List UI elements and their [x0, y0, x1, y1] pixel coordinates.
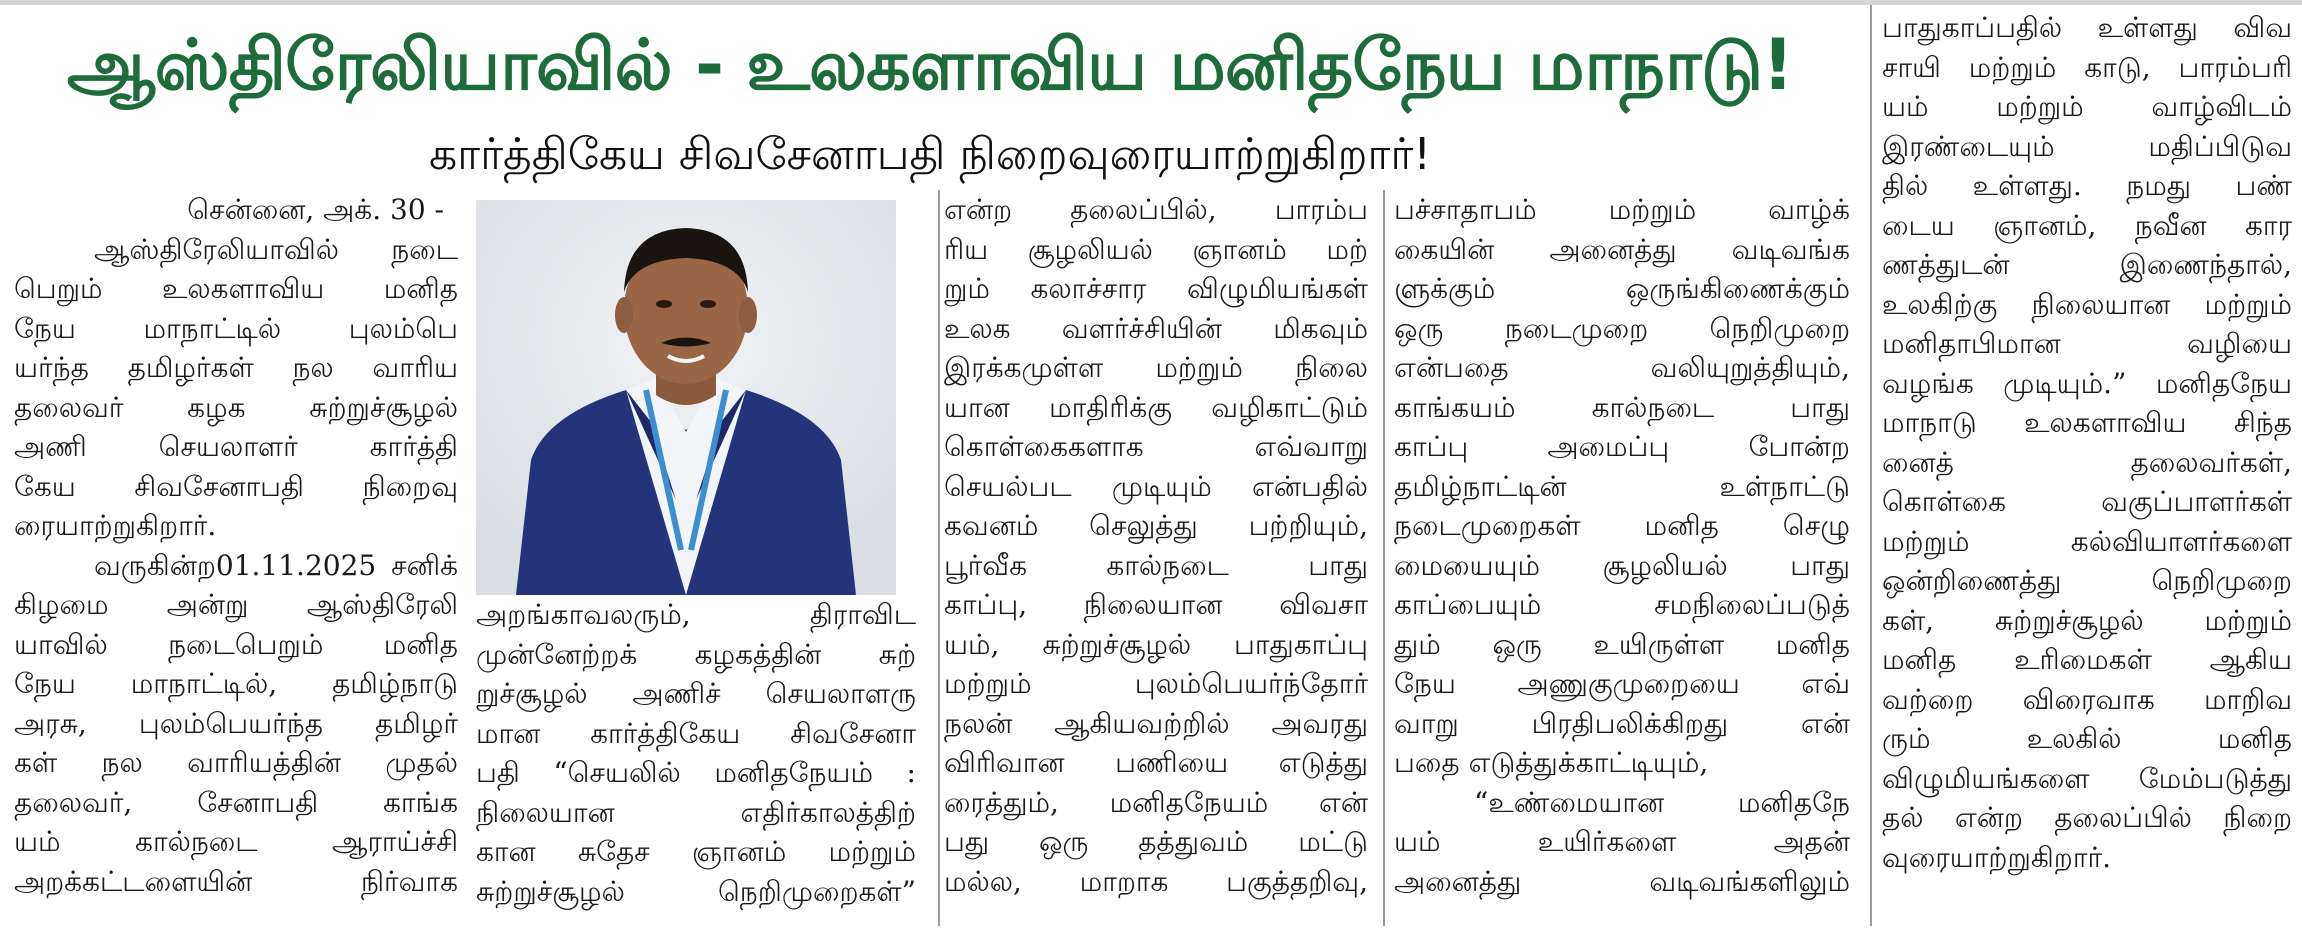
text-line: பெறும் உலகளாவிய மனித: [14, 272, 458, 305]
text-line: “உண்மையான மனிதநே: [1474, 785, 1850, 819]
text-line: மான கார்த்திகேய சிவசேனா: [476, 716, 916, 750]
text-line: யம் உயிர்களை அதன்: [1394, 825, 1850, 858]
article-column-4: [1394, 190, 1850, 925]
text-line: நேய மாநாட்டில் புலம்பெ: [14, 311, 458, 345]
text-line: காப்பு அமைப்பு போன்ற: [1394, 430, 1850, 463]
text-line: கிழமை அன்று ஆஸ்திரேலி: [14, 588, 458, 621]
text-line: பது ஒரு தத்துவம் மட்டு: [944, 825, 1368, 858]
text-line: ரும் உலகில் மனித: [1882, 722, 2292, 755]
text-line: பதி “செயலில் மனிதநேயம் :: [476, 756, 916, 789]
text-line: கொள்கை வகுப்பாளர்கள்: [1882, 485, 2292, 518]
column-divider: [1870, 5, 1872, 926]
text-line: அணி செயலாளர் கார்த்தி: [14, 430, 458, 463]
text-line: உலகிற்கு நிலையான மற்றும்: [1882, 287, 2292, 321]
article-column-2: [476, 595, 916, 925]
text-line: தும் ஒரு உயிருள்ள மனித: [1394, 627, 1850, 661]
column-divider: [1383, 190, 1385, 926]
portrait-photo: [476, 200, 896, 595]
text-line: விழுமியங்களை மேம்படுத்து: [1882, 761, 2292, 795]
text-line: பாதுகாப்பதில் உள்ளது விவ: [1882, 11, 2292, 44]
text-line: மற்றும் கல்வியாளர்களை: [1882, 524, 2292, 558]
text-line: கையின் அனைத்து வடிவங்க: [1394, 232, 1850, 266]
text-line: காப்பையும் சமநிலைப்படுத்: [1394, 588, 1850, 621]
text-line: ஒன்றிணைத்து நெறிமுறை: [1882, 564, 2292, 597]
text-line: ரையாற்றுகிறார்.: [14, 509, 217, 542]
text-line: ரிய சூழலியல் ஞானம் மற்: [944, 232, 1368, 266]
text-line: நிலையான எதிர்காலத்திற்: [476, 795, 916, 829]
text-line: ணத்துடன் இணைந்தால்,: [1882, 248, 2292, 281]
text-line: வுரையாற்றுகிறார்.: [1882, 840, 2112, 874]
text-line: ஒரு நடைமுறை நெறிமுறை: [1394, 311, 1850, 345]
text-line: ளுக்கும் ஒருங்கிணைக்கும்: [1394, 272, 1850, 305]
text-line: வருகின்ற01.11.2025 சனிக்: [94, 548, 458, 582]
text-line: யாவில் நடைபெறும் மனித: [14, 627, 458, 661]
text-line: கள் நல வாரியத்தின் முதல்: [14, 746, 458, 779]
text-line: யர்ந்த தமிழர்கள் நல வாரிய: [14, 351, 458, 384]
text-line: ரைத்தும், மனிதநேயம் என்: [944, 785, 1368, 819]
text-line: சுற்றுச்சூழல் நெறிமுறைகள்”: [476, 874, 916, 908]
text-line: வற்றை விரைவாக மாறிவ: [1882, 682, 2292, 716]
text-line: இரண்டையும் மதிப்பிடுவ: [1882, 129, 2292, 163]
text-line: யான மாதிரிக்கு வழிகாட்டும்: [944, 390, 1368, 424]
headline: ஆஸ்திரேலியாவில் - உலகளாவிய மனிதநேய மாநாடு!: [67, 24, 1793, 106]
text-line: தலைவர், சேனாபதி காங்க: [14, 785, 458, 819]
text-line: காப்பு, நிலையான விவசா: [944, 588, 1368, 621]
text-line: கேய சிவசேனாபதி நிறைவு: [14, 469, 458, 503]
text-line: யம், சுற்றுச்சூழல் பாதுகாப்பு: [944, 627, 1368, 661]
text-line: கள், சுற்றுச்சூழல் மற்றும்: [1882, 603, 2292, 637]
top-rule: [0, 0, 2302, 5]
text-line: பதை எடுத்துக்காட்டியும்,: [1394, 746, 1709, 779]
text-line: தல் என்ற தலைப்பில் நிறை: [1882, 801, 2292, 834]
text-line: டைய ஞானம், நவீன கார: [1882, 208, 2292, 242]
text-line: அனைத்து வடிவங்களிலும்: [1394, 864, 1850, 898]
text-line: அரசு, புலம்பெயர்ந்த தமிழர்: [14, 706, 458, 740]
text-line: என்பதை வலியுறுத்தியும்,: [1394, 351, 1850, 384]
text-line: தில் உள்ளது. நமது பண்: [1882, 169, 2292, 202]
text-line: தமிழ்நாட்டின் உள்நாட்டு: [1394, 469, 1850, 503]
text-line: ஆஸ்திரேலியாவில் நடை: [94, 232, 458, 266]
article-column-5: [1882, 8, 2292, 926]
text-line: செயல்பட முடியும் என்பதில்: [944, 469, 1368, 503]
text-line: வழங்க முடியும்.” மனிதநேய: [1882, 366, 2292, 400]
text-line: பச்சாதாபம் மற்றும் வாழ்க்: [1394, 193, 1850, 226]
text-line: முன்னேற்றக் கழகத்தின் சுற்: [476, 637, 916, 671]
text-line: நேய மாநாட்டில், தமிழ்நாடு: [14, 667, 458, 700]
text-line: சாயி மற்றும் காடு, பாரம்பரி: [1882, 50, 2292, 84]
text-line: காங்கயம் கால்நடை பாது: [1394, 390, 1850, 424]
text-line: றும் கலாச்சார விழுமியங்கள்: [944, 272, 1368, 305]
text-line: வாறு பிரதிபலிக்கிறது என்: [1394, 706, 1850, 740]
text-line: மாநாடு உலகளாவிய சிந்த: [1882, 406, 2292, 439]
text-line: அறங்காவலரும், திராவிட: [476, 598, 916, 631]
text-line: மனித உரிமைகள் ஆகிய: [1882, 643, 2292, 676]
text-line: உலக வளர்ச்சியின் மிகவும்: [944, 311, 1368, 345]
article-column-1: [14, 190, 458, 925]
text-line: றுச்சூழல் அணிச் செயலாளரு: [476, 677, 916, 710]
text-line: மற்றும் புலம்பெயர்ந்தோர்: [944, 667, 1368, 700]
text-line: கொள்கைகளாக எவ்வாறு: [944, 430, 1368, 463]
text-line: கான சுதேச ஞானம் மற்றும்: [476, 835, 916, 868]
text-line: மல்ல, மாறாக பகுத்தறிவு,: [944, 864, 1368, 898]
text-line: தலைவர் கழக சுற்றுச்சூழல்: [14, 390, 458, 424]
text-line: அறக்கட்டளையின் நிர்வாக: [14, 864, 458, 898]
text-line: கவனம் செலுத்து பற்றியும்,: [944, 509, 1368, 542]
text-line: மனிதாபிமான வழியை: [1882, 327, 2292, 360]
text-line: யம் மற்றும் வாழ்விடம்: [1882, 90, 2292, 123]
subheadline: கார்த்திகேய சிவசேனாபதி நிறைவுரையாற்றுகிறார்!: [428, 129, 1432, 180]
article-column-3: [944, 190, 1368, 925]
text-line: மையையும் சூழலியல் பாது: [1394, 548, 1850, 582]
text-line: நடைமுறைகள் மனித செழு: [1394, 509, 1850, 542]
dateline: சென்னை, அக். 30 -: [187, 193, 444, 226]
text-line: நேய அணுகுமுறையை எவ்: [1394, 667, 1850, 700]
text-line: யம் கால்நடை ஆராய்ச்சி: [14, 825, 458, 858]
text-line: னைத் தலைவர்கள்,: [1882, 445, 2292, 479]
text-line: என்ற தலைப்பில், பாரம்ப: [944, 193, 1368, 226]
text-line: இரக்கமுள்ள மற்றும் நிலை: [944, 351, 1368, 384]
column-divider: [938, 190, 940, 926]
text-line: விரிவான பணியை எடுத்து: [944, 746, 1368, 779]
text-line: பூர்வீக கால்நடை பாது: [944, 548, 1368, 582]
text-line: நலன் ஆகியவற்றில் அவரது: [944, 706, 1368, 740]
